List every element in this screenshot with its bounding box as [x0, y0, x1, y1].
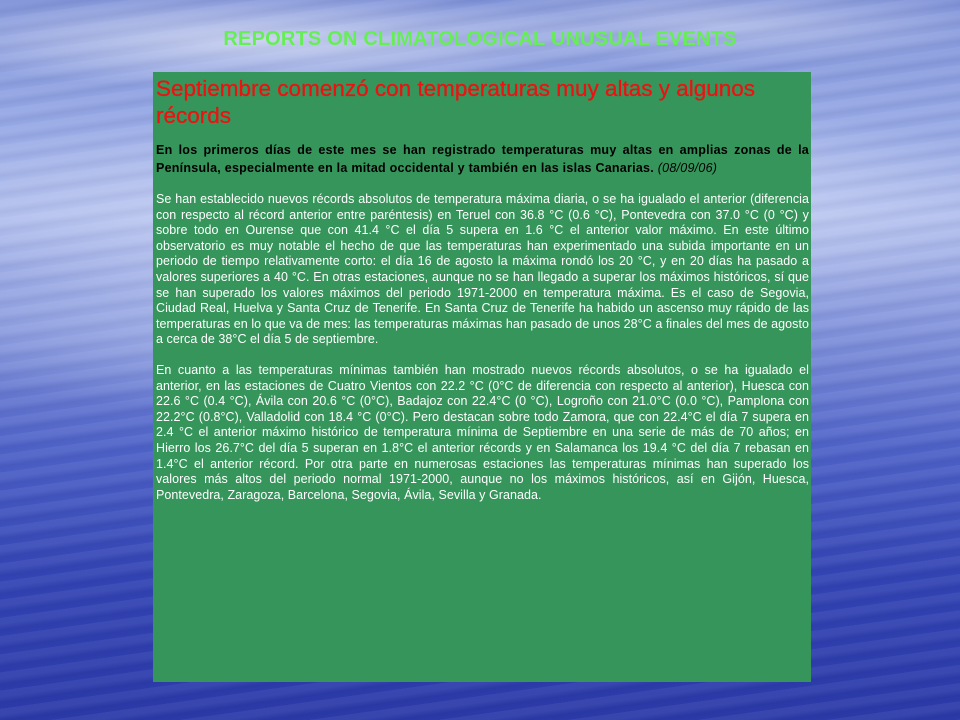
lead-text: En los primeros días de este mes se han registrado temperaturas muy altas en amplias zonas de la Península, especialmente en la mitad occidental y también en las islas Canarias.: [156, 143, 809, 175]
article-lead: [156, 141, 809, 177]
article-paragraph-1: Se han establecido nuevos récords absolutos de temperatura máxima diaria, o se ha igualado el anterior (diferencia con respecto al récord anterior entre paréntesis) en Teruel con 36.8 °C (0.6 °C), Pontevedra con 37.0 °C (0 °C) y sobre todo en Ourense que con 41.4 °C el día 5 supera en 1.6 °C el anterior valor máximo. En este último observatorio es muy notable el hecho de que las temperaturas han experimentado una subida importante en un periodo de tiempo relativamente corto: el día 16 de agosto la máxima rondó los 20 °C, y en 20 días ha pasado a valores superiores a 40 °C. En otras estaciones, aunque no se han llegado a superar los máximos históricos, sí que se han superado los valores máximos del periodo 1971-2000 en temperatura máxima. Es el caso de Segovia, Ciudad Real, Huelva y Santa Cruz de Tenerife. En Santa Cruz de Tenerife ha habido un ascenso muy rápido de las temperaturas en lo que va de mes: las temperaturas máximas han pasado de unos 28°C a finales del mes de agosto a cerca de 38°C el día 5 de septiembre.: [156, 192, 809, 347]
article-panel: [153, 72, 811, 682]
article-date: (08/09/06): [657, 161, 718, 175]
slide-title: REPORTS ON CLIMATOLOGICAL UNUSUAL EVENTS: [223, 28, 737, 50]
article-headline: Septiembre comenzó con temperaturas muy altas y algunos récords: [156, 76, 756, 128]
article-paragraph-2: En cuanto a las temperaturas mínimas también han mostrado nuevos récords absolutos, o se ha igualado el anterior, en las estaciones de Cuatro Vientos con 22.2 °C (0°C de diferencia con respecto al anterior), Huesca con 22.6 °C (0.4 °C), Ávila con 20.6 °C (0°C), Badajoz con 22.4°C (0 °C), Logroño con 21.0°C (0.0 °C), Pamplona con 22.2°C (0.8°C), Valladolid con 18.4 °C (0°C). Pero destacan sobre todo Zamora, que con 22.4°C el día 7 supera en 2.4 °C el anterior máximo histórico de temperatura mínima de Septiembre en una serie de más de 70 años; en Hierro los 26.7°C del día 5 superan en 1.8°C el anterior récords y en Salamanca los 19.4 °C del día 7 rebasan en 1.4°C el anterior récord. Por otra parte en numerosas estaciones las temperaturas mínimas han superado los valores más altos del periodo normal 1971-2000, aunque no los máximos históricos, así en Gijón, Huesca, Pontevedra, Zaragoza, Barcelona, Segovia, Ávila, Sevilla y Granada.: [156, 362, 809, 502]
